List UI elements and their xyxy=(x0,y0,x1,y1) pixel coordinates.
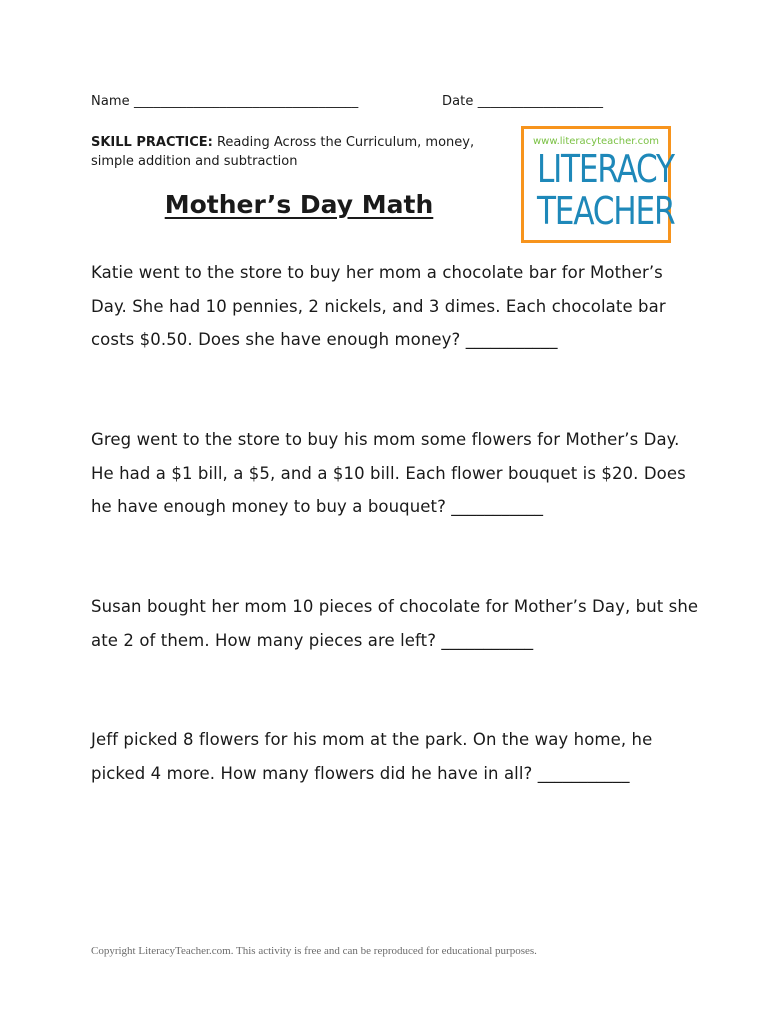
skill-practice-text: Reading Across the Curriculum, money, simple addition and subtraction xyxy=(91,135,475,169)
skill-practice-label: SKILL PRACTICE: xyxy=(91,135,213,150)
logo-url: www.literacyteacher.com xyxy=(532,136,659,147)
date-field-line: Date ___________________ xyxy=(442,94,604,109)
literacy-teacher-logo xyxy=(521,126,675,243)
logo-word-teacher: TEACHER xyxy=(536,189,675,233)
question-3: Susan bought her mom 10 pieces of chocolate for Mother’s Day, but she ate 2 of them. How many pieces are left? ___________ xyxy=(91,597,699,650)
question-4: Jeff picked 8 flowers for his mom at the park. On the way home, he picked 4 more. How many flowers did he have in all? ___________ xyxy=(91,730,653,783)
logo-word-literacy: LITERACY xyxy=(536,147,674,191)
copyright-notice: Copyright LiteracyTeacher.com. This activity is free and can be reproduced for educational purposes. xyxy=(91,945,537,957)
page-title: Mother’s Day Math xyxy=(164,190,434,219)
skill-practice xyxy=(91,133,511,171)
question-1: Katie went to the store to buy her mom a chocolate bar for Mother’s Day. She had 10 pennies, 2 nickels, and 3 dimes. Each chocolate bar costs $0.50. Does she have enough money? ___________ xyxy=(91,263,666,349)
name-field-line: Name __________________________________ xyxy=(91,94,359,109)
question-2: Greg went to the store to buy his mom some flowers for Mother’s Day. He had a $1 bill, a $5, and a $10 bill. Each flower bouquet is $20. Does he have enough money to buy a bouquet? ___________ xyxy=(91,430,686,516)
